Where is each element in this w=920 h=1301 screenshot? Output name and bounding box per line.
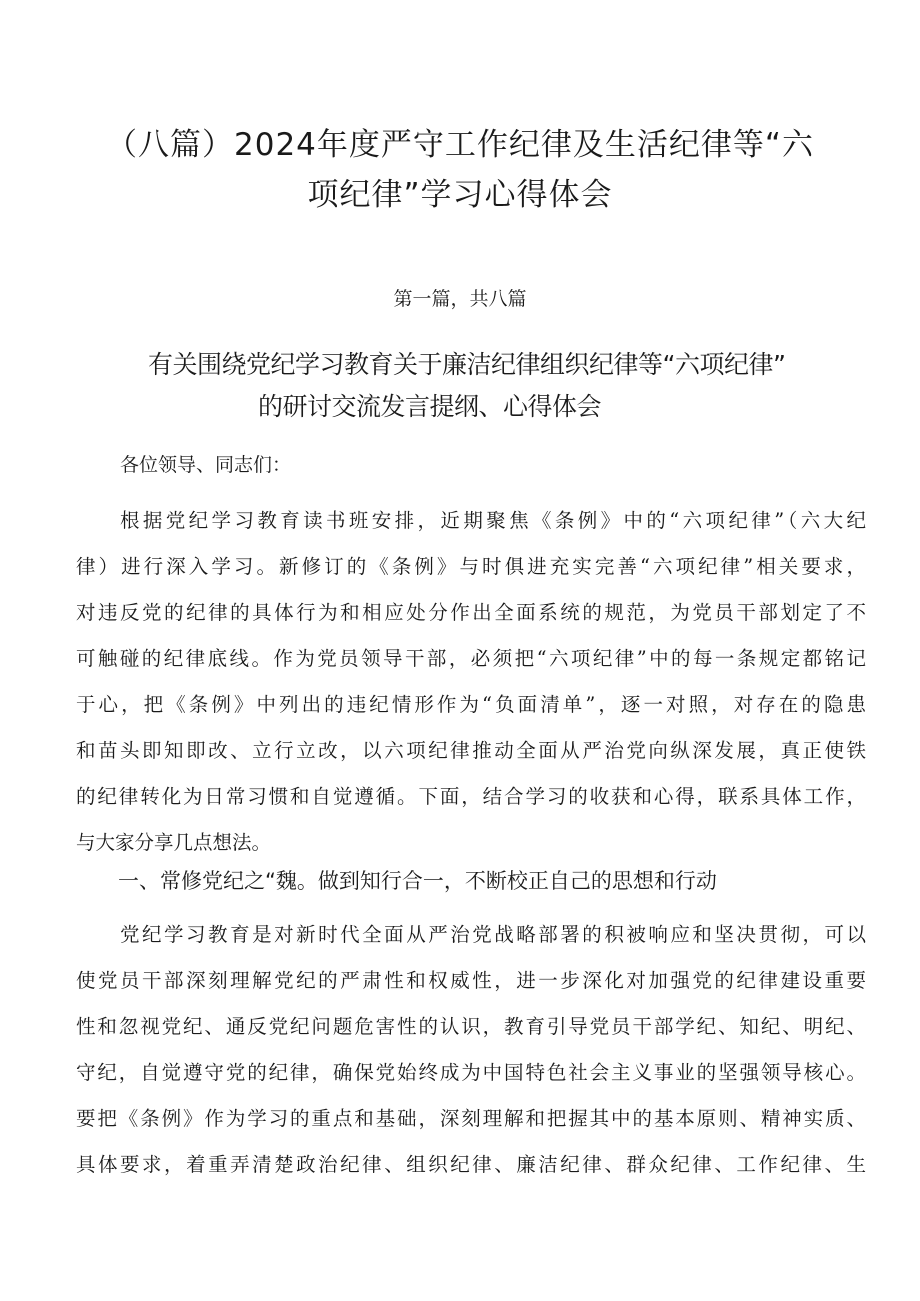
paragraph-line: 对违反党的纪律的具体行为和相应处分作出全面系统的规范，为党员干部划定了不 [76,601,866,624]
paragraph-section-1 [76,912,866,1188]
paragraph-line: 性和忽视党纪、通反党纪问题危害性的认识，教育引导党员干部学纪、知纪、明纪、 [76,1015,866,1038]
paragraph-line: 根据党纪学习教育读书班安排，近期聚焦《条例》中的“六项纪律”（六大纪 [120,509,866,532]
paragraph-line: 于心，把《条例》中列出的违纪情形作为“负面清单”，逐一对照，对存在的隐患 [76,693,866,716]
paragraph-line: 可触碰的纪律底线。作为党员领导干部，必须把“六项纪律”中的每一条规定都铭记 [76,647,866,670]
document-title [60,120,860,220]
greeting: 各位领导、同志们： [120,454,292,476]
paragraph-line: 要把《条例》作为学习的重点和基础，深刻理解和把握其中的基本原则、精神实质、 [76,1107,866,1130]
paragraph-line: 律）进行深入学习。新修订的《条例》与时俱进充实完善“六项纪律”相关要求， [76,555,866,578]
article-subtitle [110,344,870,428]
part-label: 第一篇，共八篇 [393,288,527,310]
paragraph-line: 的纪律转化为日常习惯和自觉遵循。下面，结合学习的收获和心得，联系具体工作， [76,785,866,808]
document-title-line-2: 项纪律”学习心得体会 [307,177,613,213]
paragraph-line: 具体要求，着重弄清楚政治纪律、组织纪律、廉洁纪律、群众纪律、工作纪律、生 [76,1153,866,1176]
article-subtitle-line-2: 的研讨交流发言提纲、心得体会 [258,392,602,421]
paragraph-line: 使党员干部深刻理解党纪的严肃性和权威性，进一步深化对加强党的纪律建设重要 [76,969,866,992]
paragraph-line: 与大家分享几点想法。 [76,831,272,854]
section-heading-1: 一、常修党纪之“魏。做到知行合一，不断校正自己的思想和行动 [118,869,717,893]
paragraph-line: 党纪学习教育是对新时代全面从严治党战略部署的积被响应和坚决贯彻，可以 [120,923,866,946]
paragraph-intro [76,498,866,866]
article-subtitle-line-1: 有关围绕党纪学习教育关于廉洁纪律组织纪律等“六项纪律” [148,350,786,379]
paragraph-line: 和苗头即知即改、立行立改，以六项纪律推动全面从严治党向纵深发展，真正使铁 [76,739,866,762]
document-title-line-1: （八篇）2024年度严守工作纪律及生活纪律等“六 [106,127,814,163]
paragraph-line: 守纪，自觉遵守党的纪律，确保党始终成为中国特色社会主义事业的坚强领导核心。 [76,1061,866,1084]
